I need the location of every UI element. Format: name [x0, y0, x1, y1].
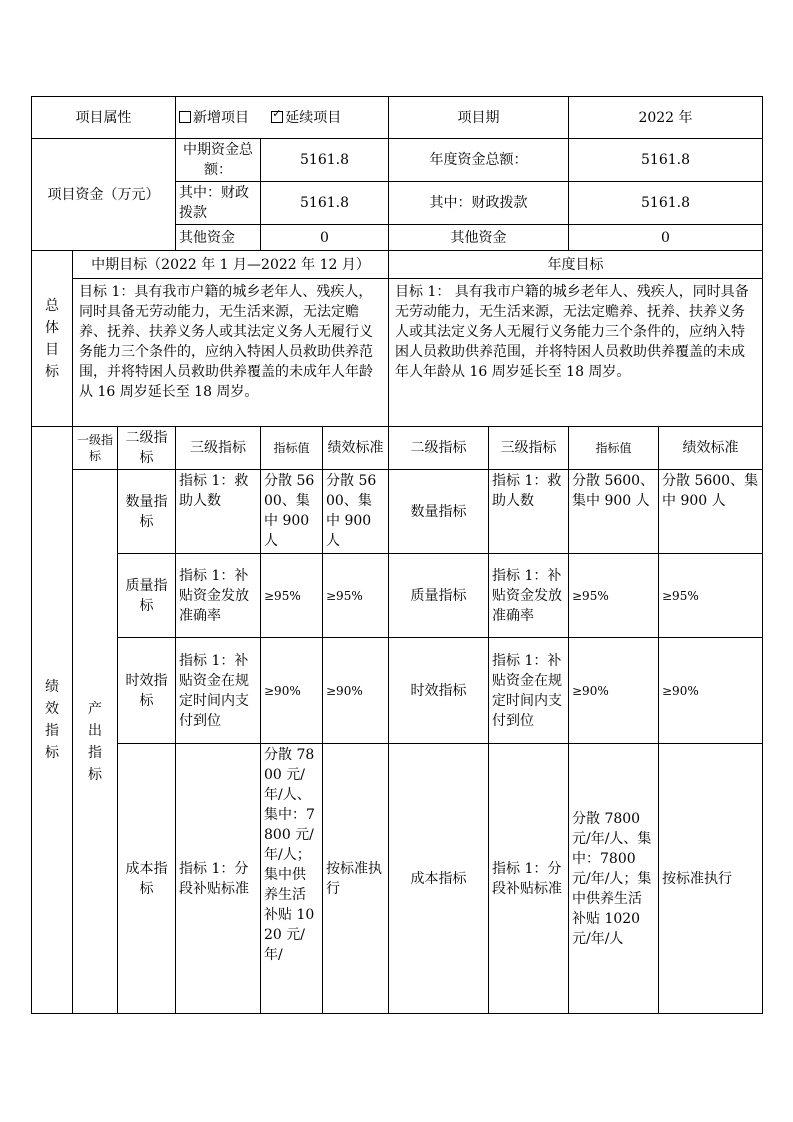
project-period-label: 项目期: [389, 97, 569, 139]
table-row: [32, 744, 763, 1014]
row-value: ≥95%: [261, 554, 323, 638]
header-level3-annual: 三级指标: [489, 427, 569, 470]
output-label: 产出指标: [88, 700, 102, 783]
row-level3: 指标 1：分段补贴标准: [176, 744, 261, 1014]
header-standard: 绩效标准: [323, 427, 389, 470]
goals-text-row: [32, 279, 763, 427]
table-row: [32, 554, 763, 638]
row-level3-annual: 指标 1：补贴资金在规定时间内支付到位: [489, 638, 569, 744]
header-level2: 二级指标: [118, 427, 176, 470]
row-level2-annual: 质量指标: [389, 554, 489, 638]
annual-total-label: 年度资金总额：: [389, 139, 569, 182]
mid-goal-text: 目标 1：具有我市户籍的城乡老年人、残疾人，同时具备无劳动能力，无生活来源，无法定赡养、抚养、扶养义务人或其法定义务人无履行义务能力三个条件的，应纳入特困人员救助供养范围，并将特困人员救助供养覆盖的未成年人年龄从 16 周岁延长至 18 周岁。: [73, 279, 389, 427]
row-value-annual: ≥90%: [569, 638, 659, 744]
project-period-value: 2022 年: [569, 97, 763, 139]
other-annual-label: 其他资金: [389, 225, 569, 251]
row-level2-annual: 成本指标: [389, 744, 489, 1014]
continue-item-checkbox[interactable]: [271, 111, 283, 123]
row-value-annual: 分散 5600、集中 900 人: [569, 470, 659, 554]
row-standard: 按标准执行: [323, 744, 389, 1014]
row-standard: ≥90%: [323, 638, 389, 744]
perf-label: 绩效指标: [45, 679, 59, 761]
table-row: [32, 638, 763, 744]
row-level3: 指标 1：补贴资金发放准确率: [176, 554, 261, 638]
perf-header-row: [32, 427, 763, 470]
row-value: ≥90%: [261, 638, 323, 744]
fiscal-mid-value: 5161.8: [261, 182, 389, 225]
mid-goal-header: 中期目标（2022 年 1 月—2022 年 12 月）: [73, 251, 389, 279]
project-attr-row: [32, 97, 763, 139]
fiscal-annual-value: 5161.8: [569, 182, 763, 225]
row-value-annual: ≥95%: [569, 554, 659, 638]
row-level3-annual: 指标 1：分段补贴标准: [489, 744, 569, 1014]
row-value: 分散 5600、集中 900 人: [261, 470, 323, 554]
header-value: 指标值: [261, 427, 323, 470]
annual-goal-text: 目标 1： 具有我市户籍的城乡老年人、残疾人，同时具备无劳动能力，无生活来源，无法定赡养、抚养、扶养义务人或其法定义务人无履行义务能力三个条件的，应纳入特困人员救助供养范围，并将特困人员救助供养覆盖的未成年人年龄从 16 周岁延长至 18 周岁。: [389, 279, 763, 427]
row-level2: 质量指标: [118, 554, 176, 638]
project-attr-options: [176, 97, 389, 139]
row-level2: 成本指标: [118, 744, 176, 1014]
row-level3-annual: 指标 1：补贴资金发放准确率: [489, 554, 569, 638]
row-level2-annual: 时效指标: [389, 638, 489, 744]
row-level3: 指标 1：救助人数: [176, 470, 261, 554]
output-label-cell: [73, 470, 118, 1014]
row-level2: 时效指标: [118, 638, 176, 744]
funds-label: 项目资金（万元）: [32, 139, 176, 251]
new-item-label: 新增项目: [193, 109, 249, 126]
table-row: [32, 470, 763, 554]
annual-total-value: 5161.8: [569, 139, 763, 182]
goals-label: 总体目标: [45, 297, 59, 380]
goals-label-cell: [32, 251, 73, 427]
goals-header-row: [32, 251, 763, 279]
other-annual-value: 0: [569, 225, 763, 251]
row-value: 分散 7800 元/年/人、集中：7800 元/年/人；集中供养生活补贴 1020 元/年/: [261, 744, 323, 1014]
annual-goal-header: 年度目标: [389, 251, 763, 279]
continue-item-label: 延续项目: [285, 109, 342, 126]
row-standard-annual: ≥90%: [659, 638, 763, 744]
fiscal-annual-label: 其中：财政拨款: [389, 182, 569, 225]
header-level2-annual: 二级指标: [389, 427, 489, 470]
new-item-checkbox[interactable]: [179, 111, 191, 123]
row-level3-annual: 指标 1：救助人数: [489, 470, 569, 554]
row-standard-annual: 分散 5600、集中 900 人: [659, 470, 763, 554]
project-attr-label: 项目属性: [32, 97, 176, 139]
header-level3: 三级指标: [176, 427, 261, 470]
row-standard: 分散 5600、集中 900 人: [323, 470, 389, 554]
other-mid-value: 0: [261, 225, 389, 251]
perf-label-cell: [32, 427, 73, 1014]
performance-goal-table: [31, 96, 763, 1014]
row-standard-annual: 按标准执行: [659, 744, 763, 1014]
mid-total-value: 5161.8: [261, 139, 389, 182]
other-mid-label: 其他资金: [176, 225, 261, 251]
row-standard-annual: ≥95%: [659, 554, 763, 638]
funds-row-total: [32, 139, 763, 182]
row-level2: 数量指标: [118, 470, 176, 554]
row-standard: ≥95%: [323, 554, 389, 638]
header-value-annual: 指标值: [569, 427, 659, 470]
header-level1: 一级指标: [73, 427, 118, 470]
header-standard-annual: 绩效标准: [659, 427, 763, 470]
mid-total-label: 中期资金总额：: [176, 139, 261, 182]
row-level3: 指标 1：补贴资金在规定时间内支付到位: [176, 638, 261, 744]
row-value-annual: 分散 7800 元/年/人、集中：7800 元/年/人；集中供养生活补贴 1020 元/年/人: [569, 744, 659, 1014]
fiscal-mid-label: 其中：财政拨款: [176, 182, 261, 225]
row-level2-annual: 数量指标: [389, 470, 489, 554]
